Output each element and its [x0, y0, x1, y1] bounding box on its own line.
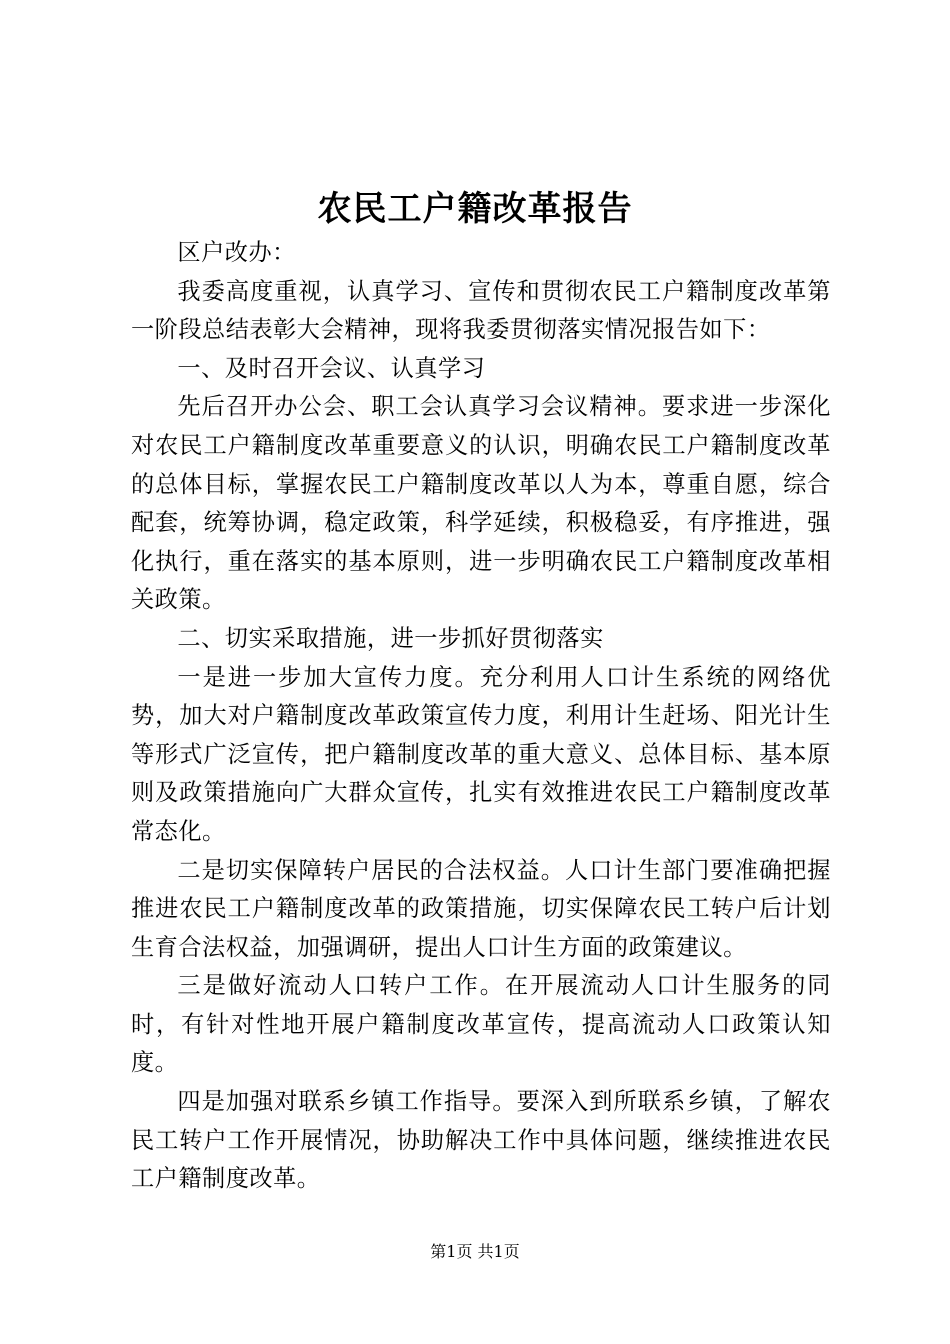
body-paragraph: 先后召开办公会、职工会认真学习会议精神。要求进一步深化对农民工户籍制度改革重要意义的认识，明确农民工户籍制度改革的总体目标，掌握农民工户籍制度改革以人为本，尊重自愿，综合配套，统筹协调，稳定政策，科学延续，积极稳妥，有序推进，强化执行，重在落实的基本原则，进一步明确农民工户籍制度改革相关政策。 [131, 393, 831, 614]
body-paragraph: 三是做好流动人口转户工作。在开展流动人口计生服务的同时，有针对性地开展户籍制度改革宣传，提高流动人口政策认知度。 [131, 972, 831, 1077]
body-paragraph: 四是加强对联系乡镇工作指导。要深入到所联系乡镇，了解农民工转户工作开展情况，协助解决工作中具体问题，继续推进农民工户籍制度改革。 [131, 1088, 831, 1193]
document-title: 农民工户籍改革报告 [317, 189, 633, 229]
body-paragraph: 一是进一步加大宣传力度。充分利用人口计生系统的网络优势，加大对户籍制度改革政策宣传力度，利用计生赶场、阳光计生等形式广泛宣传，把户籍制度改革的重大意义、总体目标、基本原则及政策措施向广大群众宣传，扎实有效推进农民工户籍制度改革常态化。 [131, 663, 831, 845]
section-heading-2: 二、切实采取措施，进一步抓好贯彻落实 [177, 624, 604, 652]
document-body [131, 234, 831, 1199]
section-heading-1: 一、及时召开会议、认真学习 [177, 354, 486, 382]
salutation: 区户改办： [177, 239, 296, 266]
intro-paragraph: 我委高度重视，认真学习、宣传和贯彻农民工户籍制度改革第一阶段总结表彰大会精神，现将我委贯彻落实情况报告如下： [131, 277, 831, 344]
body-paragraph: 二是切实保障转户居民的合法权益。人口计生部门要准确把握推进农民工户籍制度改革的政策措施，切实保障农民工转户后计划生育合法权益，加强调研，提出人口计生方面的政策建议。 [131, 856, 831, 961]
page-footer: 第1页 共1页 [430, 1242, 520, 1261]
